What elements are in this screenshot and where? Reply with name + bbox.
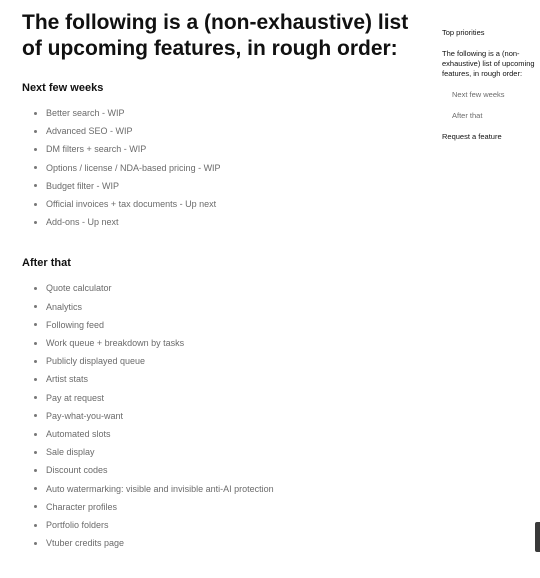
scrollbar-thumb[interactable] (535, 522, 540, 552)
toc-link-intro[interactable]: The following is a (non-exhaustive) list of upcoming features, in rough order: (442, 49, 535, 78)
list-item: Pay-what-you-want (34, 407, 422, 425)
list-item: Quote calculator (34, 279, 422, 297)
list-item: Analytics (34, 298, 422, 316)
list-item: Work queue + breakdown by tasks (34, 334, 422, 352)
list-item: Options / license / NDA-based pricing - WIP (34, 159, 422, 177)
toc-link-next-few-weeks[interactable]: Next few weeks (452, 90, 505, 99)
list-item: Official invoices + tax documents - Up next (34, 195, 422, 213)
toc-link-top-priorities[interactable]: Top priorities (442, 28, 485, 37)
page-title: The following is a (non-exhaustive) list of upcoming features, in rough order: (22, 11, 409, 60)
list-item: Sale display (34, 443, 422, 461)
section-heading-next-few-weeks: Next few weeks (22, 82, 104, 94)
section-heading-after-that: After that (22, 257, 71, 270)
list-item: Following feed (34, 316, 422, 334)
list-item: Pay at request (34, 389, 422, 407)
list-item: Advanced SEO - WIP (34, 122, 422, 140)
list-item: Artist stats (34, 370, 422, 388)
toc-link-after-that[interactable]: After that (452, 111, 483, 120)
list-item: Automated slots (34, 425, 422, 443)
list-item: Add-ons - Up next (34, 213, 422, 231)
list-item: Budget filter - WIP (34, 177, 422, 195)
list-item: Auto watermarking: visible and invisible anti-AI protection (34, 480, 422, 498)
list-item: DM filters + search - WIP (34, 140, 422, 158)
list-item: Character profiles (34, 498, 422, 516)
list-item: Vtuber credits page (34, 534, 422, 552)
feature-list-after-that (22, 279, 422, 552)
list-item: Better search - WIP (34, 104, 422, 122)
list-item: Publicly displayed queue (34, 352, 422, 370)
feature-list-next-few-weeks (22, 104, 422, 231)
table-of-contents (442, 28, 536, 153)
toc-link-request-feature[interactable]: Request a feature (442, 132, 502, 141)
main-content (22, 10, 422, 578)
list-item: Portfolio folders (34, 516, 422, 534)
list-item: Discount codes (34, 461, 422, 479)
